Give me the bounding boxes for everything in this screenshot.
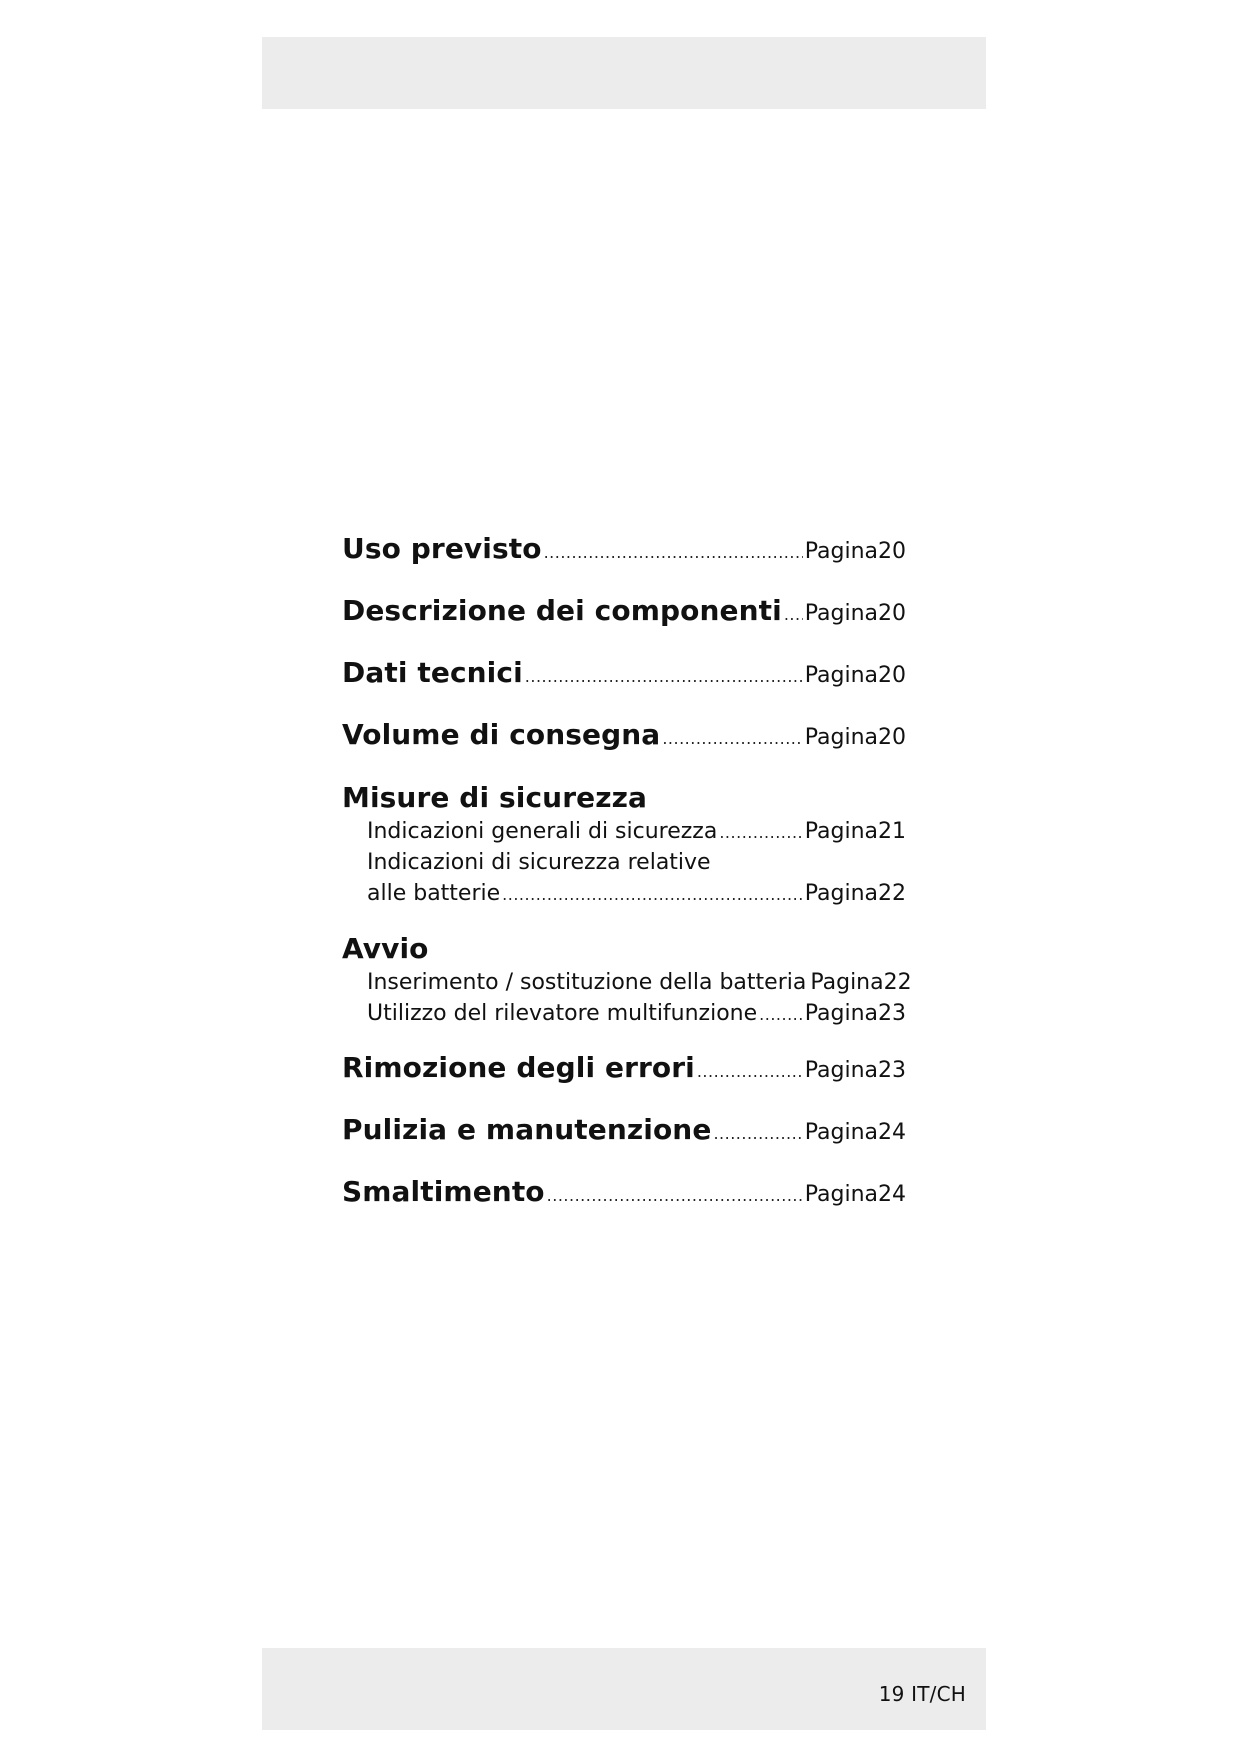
toc-entry-title: Dati tecnici	[342, 656, 523, 689]
toc-entry-title: Volume di consegna	[342, 718, 661, 751]
toc-leader-dots	[544, 543, 803, 562]
toc-leader-dots	[784, 605, 803, 624]
toc-page-label: Pagina	[804, 1058, 878, 1083]
toc-page-label: Pagina	[804, 539, 878, 564]
toc-entry-uso-previsto[interactable]	[342, 532, 906, 594]
toc-page-number: 23	[878, 1058, 906, 1083]
toc-leader-dots	[502, 879, 803, 910]
toc-leader-dots	[719, 817, 802, 848]
footer-band	[262, 1648, 986, 1730]
toc-entry-descrizione-componenti[interactable]	[342, 594, 906, 656]
toc-page-number: 20	[878, 539, 906, 564]
toc-entry-title: Smaltimento	[342, 1175, 545, 1208]
toc-entry-smaltimento[interactable]	[342, 1175, 906, 1237]
toc-leader-dots	[759, 999, 803, 1030]
toc-page-label: Pagina	[804, 1120, 878, 1145]
toc-page-label: Pagina	[804, 1001, 878, 1026]
toc-entry-title: Pulizia e manutenzione	[342, 1113, 712, 1146]
toc-subentry-batterie-line1[interactable]	[342, 847, 906, 878]
toc-leader-dots	[697, 1062, 803, 1081]
toc-subentry-title: Indicazioni generali di sicurezza	[367, 819, 718, 844]
toc-page-label: Pagina	[804, 1182, 878, 1207]
toc-page-label: Pagina	[804, 601, 878, 626]
toc-page-number: 22	[883, 970, 912, 995]
toc-page-number: 24	[878, 1120, 906, 1145]
toc-subentry-title: alle batterie	[367, 881, 501, 906]
toc-subentry-batterie-line2[interactable]	[342, 878, 906, 909]
toc-leader-dots	[547, 1186, 803, 1205]
toc-page-number: 20	[878, 725, 906, 750]
toc-page-label: Pagina	[804, 819, 878, 844]
toc-entry-volume-consegna[interactable]	[342, 718, 906, 780]
toc-page-number: 24	[878, 1182, 906, 1207]
toc-entry-title: Rimozione degli errori	[342, 1051, 695, 1084]
toc-section-misure-sicurezza	[342, 780, 906, 909]
toc-subentry-title: Indicazioni di sicurezza relative	[367, 850, 711, 875]
header-band	[262, 37, 986, 109]
toc-page-number: 20	[878, 601, 906, 626]
toc-entry-pulizia-manutenzione[interactable]	[342, 1113, 906, 1175]
toc-leader-dots	[662, 729, 802, 748]
toc-entry-title: Descrizione dei componenti	[342, 594, 782, 627]
table-of-contents	[342, 532, 912, 1237]
toc-leader-dots	[525, 667, 803, 686]
toc-page-number: 23	[878, 1001, 906, 1026]
toc-page-label: Pagina	[804, 663, 878, 688]
toc-page-label: Pagina	[810, 970, 884, 995]
toc-entry-rimozione-errori[interactable]	[342, 1051, 906, 1113]
toc-page-number: 20	[878, 663, 906, 688]
toc-leader-dots	[713, 1124, 802, 1143]
page-number-label: 19 IT/CH	[878, 1682, 966, 1706]
toc-entry-dati-tecnici[interactable]	[342, 656, 906, 718]
toc-page-label: Pagina	[804, 881, 878, 906]
toc-subentry-inserimento-batteria[interactable]	[342, 967, 912, 998]
toc-section-title[interactable]: Avvio	[342, 932, 429, 965]
toc-page-number: 22	[878, 881, 906, 906]
toc-entry-title: Uso previsto	[342, 532, 542, 565]
toc-subentry-utilizzo-rilevatore[interactable]	[342, 998, 906, 1029]
toc-subentry-title: Inserimento / sostituzione della batteria	[367, 970, 807, 995]
toc-section-avvio	[342, 931, 912, 1029]
toc-page-number: 21	[878, 819, 906, 844]
toc-subentry-indicazioni-generali[interactable]	[342, 816, 906, 847]
toc-subentry-title: Utilizzo del rilevatore multifunzione	[367, 1001, 758, 1026]
toc-section-title[interactable]: Misure di sicurezza	[342, 781, 647, 814]
toc-page-label: Pagina	[804, 725, 878, 750]
